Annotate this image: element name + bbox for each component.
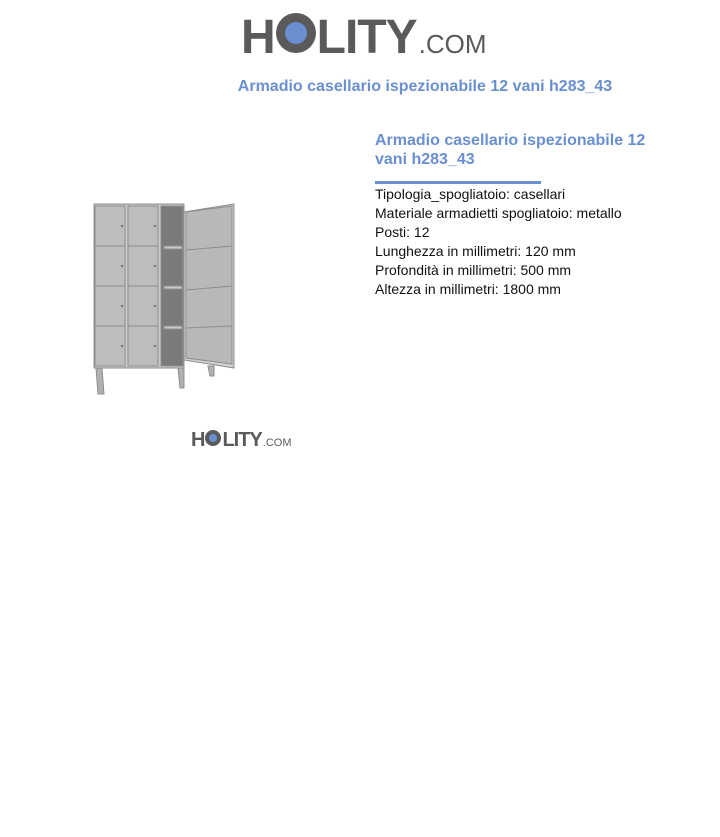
logo-o-icon xyxy=(276,13,316,53)
spec-item: Materiale armadietti spogliatoio: metallo xyxy=(375,205,622,221)
holity-logo[interactable] xyxy=(241,10,487,65)
logo-text-left: H xyxy=(241,11,275,64)
logo-text-right: LITY xyxy=(316,11,417,64)
spec-item: Tipologia_spogliatoio: casellari xyxy=(375,186,566,202)
logo-text-left: H xyxy=(191,429,205,451)
spec-item: Posti: 12 xyxy=(375,224,430,240)
logo-suffix: .COM xyxy=(262,437,292,449)
logo-suffix: .COM xyxy=(418,29,487,59)
spec-item: Profondità in millimetri: 500 mm xyxy=(375,262,572,278)
title-divider xyxy=(375,181,541,184)
product-specs xyxy=(375,185,622,299)
page-title: Armadio casellario ispezionabile 12 vani h283_43 xyxy=(237,78,613,95)
locker-cabinet-image xyxy=(88,198,240,398)
logo-o-icon xyxy=(205,430,221,446)
product-title: Armadio casellario ispezionabile 12 vani h283_43 xyxy=(375,132,646,168)
logo-text-right: LITY xyxy=(222,429,262,451)
holity-logo-small xyxy=(191,429,292,452)
spec-item: Lunghezza in millimetri: 120 mm xyxy=(375,243,576,259)
spec-item: Altezza in millimetri: 1800 mm xyxy=(375,281,561,297)
